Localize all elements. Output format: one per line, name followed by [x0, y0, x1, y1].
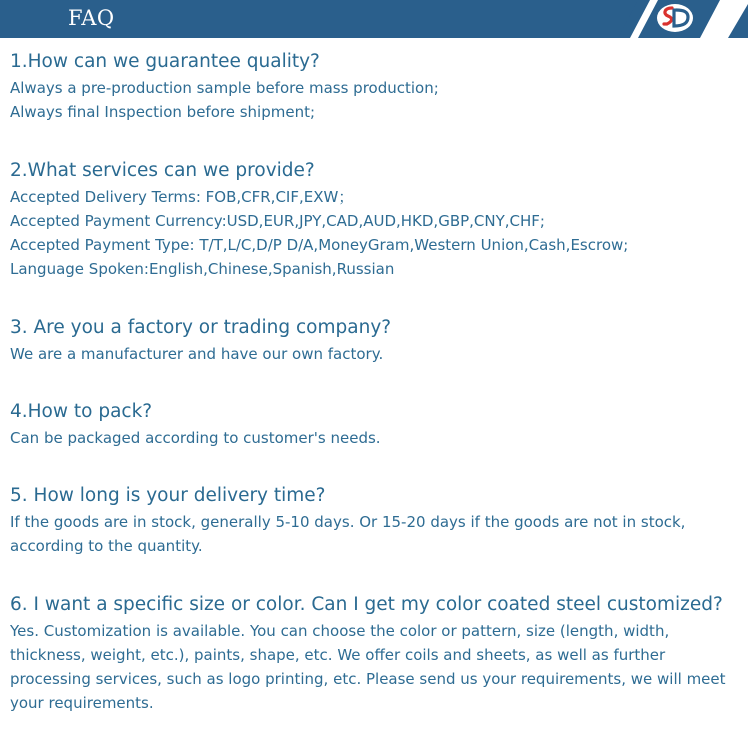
faq-answer-line: Accepted Payment Currency:USD,EUR,JPY,CAD,AUD,HKD,GBP,CNY,CHF; [10, 212, 545, 230]
faq-question: 4.How to pack? [10, 401, 153, 422]
page-title: FAQ [68, 6, 115, 30]
faq-question: 6. I want a specific size or color. Can I get my color coated steel customized? [10, 594, 723, 615]
faq-question: 3. Are you a factory or trading company? [10, 317, 392, 338]
faq-item-packing [10, 397, 745, 450]
faq-answer-line: If the goods are in stock, generally 5-10 days. Or 15-20 days if the goods are not in stock, according to the quantity. [10, 513, 686, 555]
faq-answer-line: Always a pre-production sample before mass production; [10, 79, 439, 97]
faq-answer-line: Yes. Customization is available. You can choose the color or pattern, size (length, width, thickness, weight, etc.), paints, shape, etc. We offer coils and sheets, as well as further processing services, such as logo printing, etc. Please send us your requirements, we will meet your requirements. [10, 622, 726, 712]
faq-question: 5. How long is your delivery time? [10, 485, 326, 506]
faq-question: 2.What services can we provide? [10, 160, 315, 181]
faq-list [10, 47, 745, 715]
faq-item-customization [10, 590, 745, 715]
faq-question: 1.How can we guarantee quality? [10, 51, 320, 72]
faq-answer-line: Language Spoken:English,Chinese,Spanish,Russian [10, 260, 395, 278]
faq-answer-line: Always final Inspection before shipment; [10, 103, 316, 121]
sd-logo-icon [655, 2, 695, 34]
faq-header [0, 0, 748, 38]
faq-answer-line: Accepted Payment Type: T/T,L/C,D/P D/A,MoneyGram,Western Union,Cash,Escrow; [10, 236, 629, 254]
faq-item-quality [10, 47, 745, 124]
faq-answer-line: Can be packaged according to customer's needs. [10, 429, 381, 447]
faq-item-factory [10, 313, 745, 366]
faq-item-delivery [10, 481, 745, 558]
faq-answer-line: We are a manufacturer and have our own factory. [10, 345, 384, 363]
faq-answer-line: Accepted Delivery Terms: FOB,CFR,CIF,EXW； [10, 188, 354, 206]
faq-item-services [10, 156, 745, 281]
